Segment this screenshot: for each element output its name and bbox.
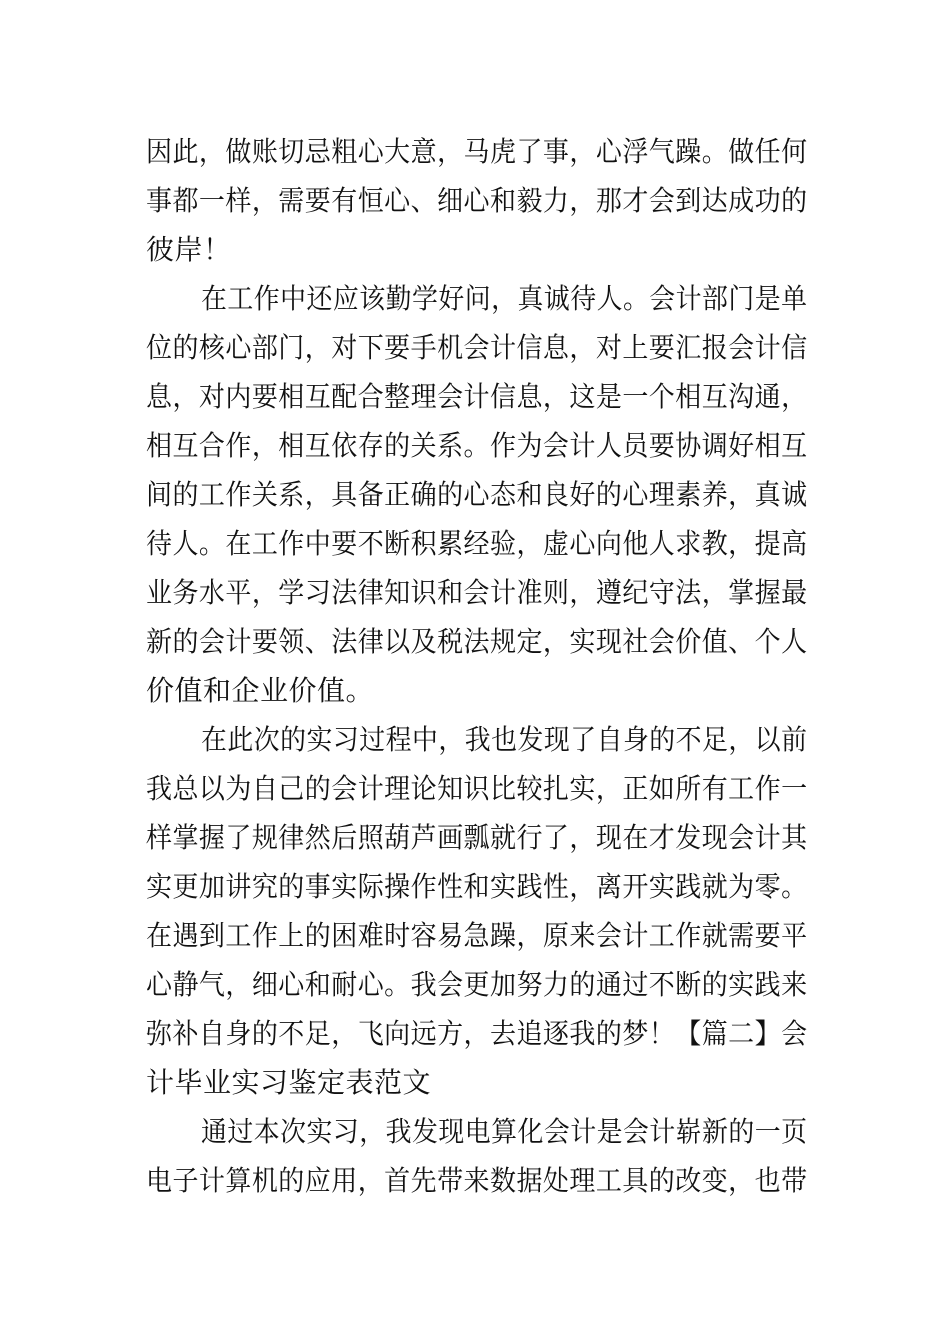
text-line: 在工作中还应该勤学好问，真诚待人。会计部门是单 <box>201 282 808 315</box>
text-line: 彼岸！ <box>146 233 232 266</box>
text-line: 待人。在工作中要不断积累经验，虚心向他人求教，提高 <box>146 527 808 560</box>
text-line: 新的会计要领、法律以及税法规定，实现社会价值、个人 <box>146 625 808 658</box>
text-line: 位的核心部门，对下要手机会计信息，对上要汇报会计信 <box>146 331 808 364</box>
text-line: 价值和企业价值。 <box>146 674 375 707</box>
text-line: 我总以为自己的会计理论知识比较扎实，正如所有工作一 <box>146 772 808 805</box>
text-line: 计毕业实习鉴定表范文 <box>146 1066 432 1099</box>
text-line: 样掌握了规律然后照葫芦画瓢就行了，现在才发现会计其 <box>146 821 808 854</box>
text-line: 事都一样，需要有恒心、细心和毅力，那才会到达成功的 <box>146 184 808 217</box>
text-line: 心静气，细心和耐心。我会更加努力的通过不断的实践来 <box>146 968 808 1001</box>
text-line: 弥补自身的不足，飞向远方，去追逐我的梦！【篇二】会 <box>146 1017 808 1050</box>
text-line: 因此，做账切忌粗心大意，马虎了事，心浮气躁。做任何 <box>146 135 808 168</box>
text-line: 电子计算机的应用，首先带来数据处理工具的改变，也带 <box>146 1164 808 1197</box>
text-line: 息，对内要相互配合整理会计信息，这是一个相互沟通， <box>146 380 808 413</box>
text-line: 在此次的实习过程中，我也发现了自身的不足，以前 <box>201 723 808 756</box>
text-line: 业务水平，学习法律知识和会计准则，遵纪守法，掌握最 <box>146 576 808 609</box>
text-line: 相互合作，相互依存的关系。作为会计人员要协调好相互 <box>146 429 808 462</box>
text-line: 间的工作关系，具备正确的心态和良好的心理素养，真诚 <box>146 478 808 511</box>
text-line: 在遇到工作上的困难时容易急躁，原来会计工作就需要平 <box>146 919 808 952</box>
text-line: 实更加讲究的事实际操作性和实践性，离开实践就为零。 <box>146 870 808 903</box>
text-line: 通过本次实习，我发现电算化会计是会计崭新的一页 <box>201 1115 808 1148</box>
